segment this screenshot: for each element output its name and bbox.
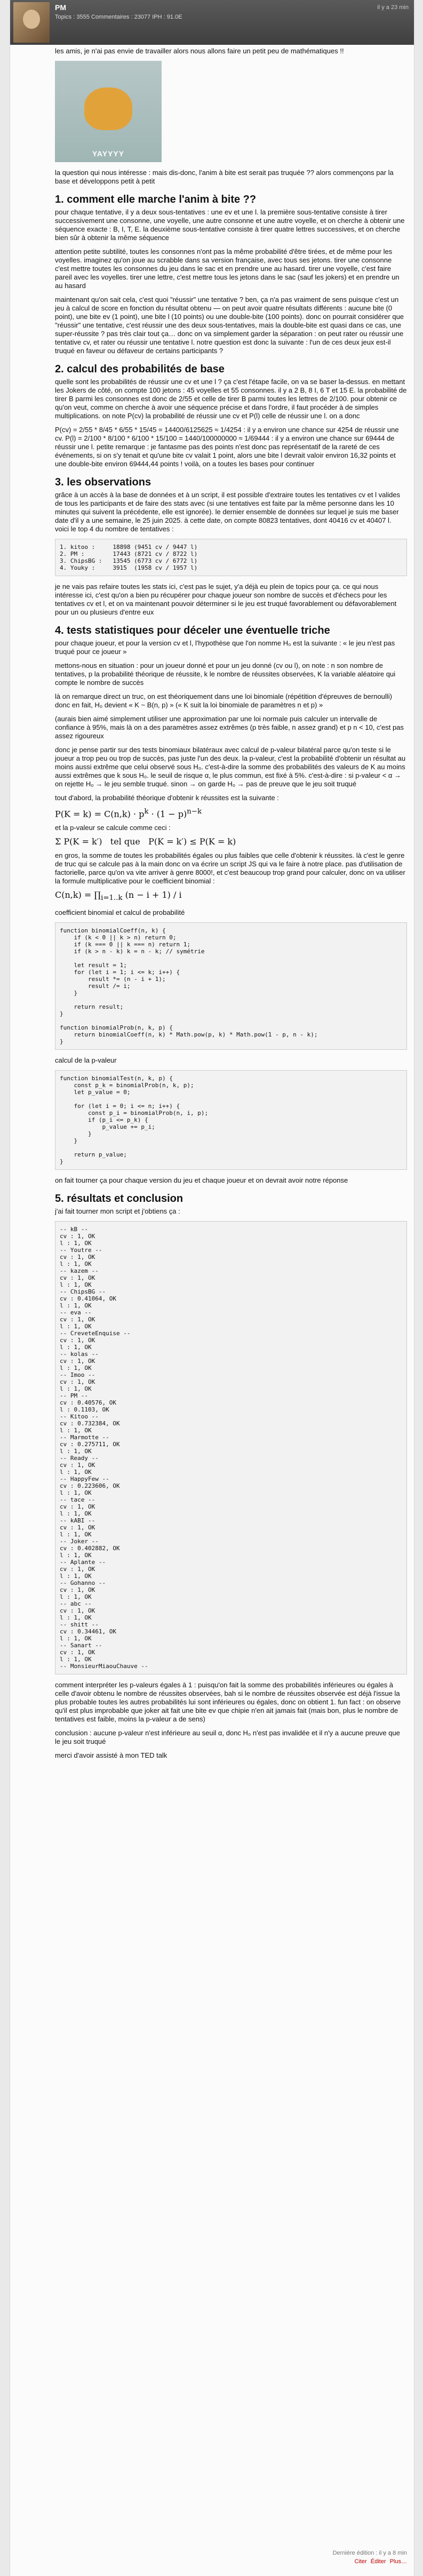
meme-caption: YAYYYY <box>92 149 125 158</box>
post-body <box>55 47 407 1765</box>
s4-paragraph-7: et la p-valeur se calcule comme ceci : <box>55 824 171 832</box>
username[interactable]: PM <box>55 3 66 12</box>
s3-paragraph-2: je ne vais pas refaire toutes les stats ici, c'est pas le sujet, y'a déjà eu plein de topics pour ça. ce qui nous intéresse ici, c'est qu'on a bien pu récupérer pour chaque joueur son nombre de succès et d'échecs pour les tentatives cv et l, et on va maintenant pouvoir déterminer si le jeu est truqué favorablement ou défavorablement pour un ou plusieurs d'entre eux <box>55 583 397 616</box>
s2-paragraph-2: P(cv) = 2/55 * 8/45 * 6/55 * 15/45 = 14400/6125625 ≈ 1/4254 : il y a environ une chance sur 4254 de réussir une cv. P(l) = 2/100 * 8/100 * 6/100 * 15/100 = 1440/100000000 ≈ 1/69444 : il y a environ une chance sur 69444 de réussir une l. petite remarque : je fantasme pas des points n'est donc pas représentatif de la rareté de ces événements, si on s'y tenait et qu'une bite cv valait 1 point, alors une bite l devrait valoir environ 16,32 points et une double-bite environ 69444,44 points ! voilà, on a toutes les bases pour continuer <box>55 426 399 468</box>
section-title-3: 3. les observations <box>55 476 151 488</box>
avatar[interactable] <box>13 2 50 43</box>
section-title-4: 4. tests statistiques pour déceler une éventuelle triche <box>55 625 330 636</box>
results-code-block: -- kB -- cv : 1, OK l : 1, OK -- Youtre -- cv : 1, OK l : 1, OK -- kazem -- cv : 1, OK l : 1, OK -- ChipsBG -- cv : 0.41064, OK l : 1, OK -- eva -- cv : 1, OK l : 1, OK -- CreveteEnquise -- cv : 1, OK l : 1, OK -- kolas -- cv : 1, OK l : 1, OK -- Imoo -- cv : 1, OK l : 1, OK -- PM -- cv : 0.40576, OK l : 0.1103, OK -- Kitoo -- cv : 0.732384, OK l : 1, OK -- Marmotte -- cv : 0.275711, OK l : 1, OK -- Ready -- cv : 1, OK l : 1, OK -- HappyFew -- cv : 0.223606, OK l : 1, OK -- tace -- cv : 1, OK l : 1, OK -- kABI -- cv : 1, OK l : 1, OK -- Joker -- cv : 0.402882, OK l : 1, OK -- Aplante -- cv : 1, OK l : 1, OK -- Gohanno -- cv : 1, OK l : 1, OK -- abc -- cv : 1, OK l : 1, OK -- shitt -- cv : 0.34461, OK l : 1, OK -- Sanart -- cv : 1, OK l : 1, OK -- MonsieurMiaouChauve -- <box>55 1221 407 1674</box>
post-time: il y a 23 min <box>377 4 409 11</box>
top4-code-block: 1. kitoo : 18898 (9451 cv / 9447 l) 2. PM : 17443 (8721 cv / 8722 l) 3. ChipsBG : 13545 (6773 cv / 6772 l) 4. Youky : 3915 (1958 cv / 1957 l) <box>55 539 407 576</box>
s3-paragraph-1: grâce à un accès à la base de données et à un script, il est possible d'extraire toutes les tentatives cv et l valides de tous les participants et de faire des stats avec (si une tentatives est faite par la même personne dans les 10 minutes qui suivent la précédente, elle est ignorée). le dernier ensemble de données sur lequel je suis me baser date d'il y a une semaine, le 25 juin 2025. à cette date, on compte 80823 tentatives, dont 40416 cv et 40407 l. voici le top 4 du nombre de tentatives : <box>55 491 401 533</box>
code2-title: calcul de la p-valeur <box>55 1056 117 1064</box>
code-block-binomial: function binomialCoeff(n, k) { if (k < 0 || k > n) return 0; if (k === 0 || k === n) return 1; if (k > n - k) k = n - k; // symétrie let result = 1; for (let i = 1; i <= k; i++) { result *= (n - i + 1); result /= i; } return result; } function binomialProb(n, k, p) { return binomialCoeff(n, k) * Math.pow(p, k) * Math.pow(1 - p, n - k); } <box>55 922 407 1050</box>
s4-paragraph-8: en gros, la somme de toutes les probabilités égales ou plus faibles que celle d'obtenir k réussites. là c'est le genre de truc qui se calcule pas à la main donc on va écrire un script JS qui va le faire à notre place. pas d'utilisation de factorielle, parce qu'on va vite arriver à genre 8000!, et c'est beaucoup trop grand pour calculer, donc on va utiliser la formule multiplicative pour le coefficient binomial : <box>55 851 405 886</box>
s2-paragraph-1: quelle sont les probabilités de réussir une cv et une l ? ça c'est l'étape facile, on va se baser la-dessus. en mettant les Jokers de côté, on compte 100 jetons : 45 voyelles et 55 consonnes. il y a 2 B, 8 I, 6 T et 15 E. la probabilité de tirer B parmi les consonnes est donc de 2/55 et celle de tirer B parmi toutes les lettres de 2/100. pour obtenir ce qu'on veut, comme on cherche à avoir une séquence précise et dans l'ordre, il faut procéder à de simples multiplications. on note P(cv) la probabilité de réussir une cv et P(l) celle de réussir une l. on a donc <box>55 378 407 420</box>
s5-paragraph-1: j'ai fait tourner mon script et j'obtiens ça : <box>55 1207 180 1215</box>
s1-paragraph-3: maintenant qu'on sait cela, c'est quoi "réussir" une tentative ? ben, ça n'a pas vraiment de sens puisque c'est un jeu à calcul de score en fonction du résultat obtenu — on peut avoir quatre résultats différents : aucune bite (0 point), une bite ev (1 point), une bite l (10 points) ou une double-bite (100 points). donc on pourrait considérer que "réussir" une tentative, c'est réussir une des deux sous-tentatives, mais la double-bite est quasi dans ce cas, une super-réussite ? pas très clair tout ça… donc on va simplement garder la séparation : on peut rater ou réussir une tentative cv, et rater ou réussir une tentative l. notre question est donc la suivante : l'un de ces deux jeux est-il truqué en faveur ou défaveur de certains participants ? <box>55 296 404 355</box>
section-title-1: 1. comment elle marche l'anim à bite ?? <box>55 194 257 205</box>
forum-post <box>10 0 414 2576</box>
s4-paragraph-5: donc je pense partir sur des tests binomiaux bilatéraux avec calcul de p-valeur bilatéral parce qu'on teste si le joueur a trop peu ou trop de succès, pas juste l'un des deux. la p-valeur, c'est la probabilité d'obtenir un résultat au moins aussi extrême que celui observé sous H₀. c'est-à-dire la somme des probabilités des valeurs de K au moins aussi extrêmes que k sous H₀. le seuil de risque α, le plus commun, est fixé à 5%. c'est-à-dire : si p-valeur < α → on rejette H₀ → le jeu semble truqué. sinon → on garde H₀ → pas de preuve que le jeu soit truqué <box>55 746 406 788</box>
edited-notice: Dernière édition : il y a 8 min <box>332 2550 407 2556</box>
section-title-2: 2. calcul des probabilités de base <box>55 363 225 375</box>
s1-paragraph-2: attention petite subtilité, toutes les consonnes n'ont pas la même probabilité d'être tirées, et de même pour les voyelles. imaginez qu'on joue au scrabble dans sa version française, avec tous ses jetons. tirer une consonne c'est mettre toutes les consonnes du jeu dans le sac et en prendre une au hasard. tirer une voyelle, c'est faire pareil avec les voyelles. tirer une lettre, c'est mettre tous les jetons dans le sac (sauf les jokers) et en prendre un au hasard <box>55 248 400 290</box>
user-stats: Topics : 3555 Commentaires : 23077 IPH : 91.0E <box>55 14 182 20</box>
multiplicative-formula: $C(n,k) = \prod_{i=1..k}$ (n − i + 1) / i <box>55 890 182 903</box>
s4-paragraph-6: tout d'abord, la probabilité théorique d'obtenir k réussites est la suivante : <box>55 794 279 802</box>
binomial-formula: $P(K = k) = C(n,k) \cdot p^k \cdot (1 - p)^{n-k}$ <box>55 808 202 819</box>
s5-paragraph-3: conclusion : aucune p-valeur n'est inférieure au seuil α, donc H₀ n'est pas invalidée et il n'y a aucune preuve que le jeu soit truqué <box>55 1728 400 1745</box>
s4-paragraph-2: mettons-nous en situation : pour un joueur donné et pour un jeu donné (cv ou l), on note : n son nombre de tentatives, p la probabilité théorique de réussite, k le nombre de réussites observées, K la variable aléatoire qui compte le nombre de succès <box>55 661 396 687</box>
section-title-5: 5. résultats et conclusion <box>55 1192 183 1205</box>
pvalue-formula: Σ P(K = k′) tel que P(K = k′) ≤ P(K = k) <box>55 836 236 847</box>
post-footer <box>55 2550 407 2571</box>
s4-paragraph-1: pour chaque joueur, et pour la version cv et l, l'hypothèse que l'on nomme H₀ est la suivante : « le jeu n'est pas truqué pour ce joueur » <box>55 639 395 656</box>
post-header <box>10 0 414 45</box>
post-actions <box>352 2558 407 2565</box>
s4-paragraph-9: on fait tourner ça pour chaque version du jeu et chaque joueur et on devrait avoir notre réponse <box>55 1176 348 1184</box>
s4-paragraph-3: là on remarque direct un truc, on est théoriquement dans une loi binomiale (répétition d'épreuves de bernoulli) donc en fait, H₀ devient « K ~ B(n, p) » (« K suit la loi binomiale de paramètres n et p) » <box>55 692 392 709</box>
more-link[interactable]: Plus… <box>389 2558 407 2565</box>
s4-paragraph-4: (aurais bien aimé simplement utiliser une approximation par une loi normale puis calculer un intervalle de confiance à 95%, mais là on a des paramètres assez extrêmes (p très faible, n assez grand) et p n < 10, c'est pas assez rigoureux <box>55 715 404 740</box>
edit-link[interactable]: Éditer <box>370 2558 386 2565</box>
code1-title: coefficient binomial et calcul de probabilité <box>55 908 185 916</box>
meme-image <box>55 61 162 162</box>
s5-paragraph-4: merci d'avoir assisté à mon TED talk <box>55 1751 167 1759</box>
intro-text: les amis, je n'ai pas envie de travailler alors nous allons faire un petit peu de mathématiques !! <box>55 47 344 55</box>
s5-paragraph-2: comment interpréter les p-valeurs égales à 1 : puisqu'on fait la somme des probabilités inférieures ou égales à celle d'avoir obtenu le nombre de réussites observées, bah si le nombre de réussites observée est déjà l'issue la plus probable toutes les autres probabilités lui sont inférieures ou égales, donc on obtient 1. fun fact : on observe qu'il est plus improbable que joker ait fait une bite ev que chipie n'en ait jamais fait (mais bon, plus le nombre de tentatives est faible, moins la p-valeur a de sens) <box>55 1680 401 1723</box>
quote-link[interactable]: Citer <box>354 2558 367 2565</box>
s1-paragraph-1: pour chaque tentative, il y a deux sous-tentatives : une ev et une l. la première sous-tentative consiste à tirer successivement une consonne, une voyelle, une autre consonne et une autre voyelle, et on cherche à obtenir une séquence exacte : B, I, T, E. la deuxième sous-tentative consiste à tirer quatre lettres successives, et on cherche bien sûr à obtenir la même séquence <box>55 208 405 242</box>
cat-illustration <box>84 87 132 130</box>
code-block-pvalue: function binomialTest(n, k, p) { const p_k = binomialProb(n, k, p); let p_value = 0; for (let i = 0; i <= n; i++) { const p_i = binomialProb(n, i, p); if (p_i <= p_k) { p_value += p_i; } } return p_value; } <box>55 1070 407 1170</box>
question-text: la question qui nous intéresse : mais dis-donc, l'anim à bite est serait pas truquée ?? alors commençons par la base et développons petit à petit <box>55 169 394 185</box>
